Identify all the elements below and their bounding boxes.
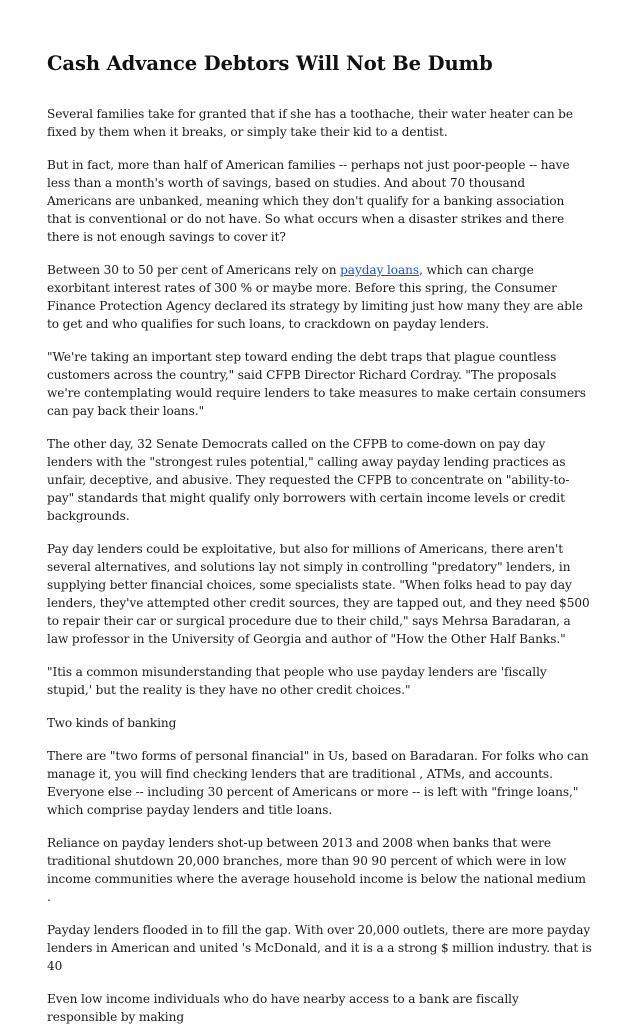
paragraph-10: Payday lenders flooded in to fill the gap. With over 20,000 outlets, there are more payday lenders in American and united 's McDonald, and it is a a strong $ million industry. that is 40 xyxy=(47,923,592,973)
section-heading-two-kinds-of-banking: Two kinds of banking xyxy=(47,716,177,730)
paragraph-9: Reliance on payday lenders shot-up between 2013 and 2008 when banks that were traditional shutdown 20,000 branches, more than 90 90 percent of which were in low income communities where the average household income is below the national medium . xyxy=(47,836,586,904)
paragraph-2: But in fact, more than half of American families -- perhaps not just poor-people -- have less than a month's worth of savings, based on studies. And about 70 thousand Americans are unbanked, meaning which they don't qualify for a banking association that is conventional or do not have. So what occurs when a disaster strikes and there there is not enough savings to cover it? xyxy=(47,158,570,244)
payday-loans-link[interactable]: payday loans xyxy=(340,263,420,277)
paragraph-6: Pay day lenders could be exploitative, but also for millions of Americans, there aren't several alternatives, and solutions lay not simply in controlling "predatory" lenders, in supplying better financial choices, some specialists state. "When folks head to pay day lenders, they've attempted other credit sources, they are tapped out, and they need $500 to repair their car or surgical procedure due to their child," says Mehrsa Baradaran, a law professor in the University of Georgia and author of "How the Other Half Banks." xyxy=(47,542,590,646)
paragraph-4: "We're taking an important step toward ending the debt traps that plague countless customers across the country," said CFPB Director Richard Cordray. "The proposals we're contemplating would require lenders to take measures to make certain consumers can pay back their loans." xyxy=(47,350,586,418)
paragraph-7: "Itis a common misunderstanding that people who use payday lenders are 'fiscally stupid,' but the reality is they have no other credit choices." xyxy=(47,665,547,697)
paragraph-3-text-after: , which can charge exorbitant interest rates of 300 % or maybe more. Before this spring, the Consumer Finance Protection Agency declared its strategy by limiting just how many they are able to get and who qualifies for such loans, to crackdown on payday lenders. xyxy=(47,263,583,331)
paragraph-3 xyxy=(47,261,592,333)
paragraph-5: The other day, 32 Senate Democrats called on the CFPB to come-down on pay day lenders with the "strongest rules potential," calling away payday lending practices as unfair, deceptive, and abusive. They requested the CFPB to concentrate on "ability-to-pay" standards that might qualify only borrowers with certain income levels or credit backgrounds. xyxy=(47,437,570,523)
paragraph-11: Even low income individuals who do have nearby access to a bank are fiscally responsible by making xyxy=(47,992,519,1024)
paragraph-8: There are "two forms of personal financial" in Us, based on Baradaran. For folks who can manage it, you will find checking lenders that are traditional , ATMs, and accounts. Everyone else -- including 30 percent of Americans or more -- is left with "fringe loans," which comprise payday lenders and title loans. xyxy=(47,749,589,817)
paragraph-3-text-before: Between 30 to 50 per cent of Americans rely on xyxy=(47,263,341,277)
paragraph-1: Several families take for granted that if she has a toothache, their water heater can be fixed by them when it breaks, or simply take their kid to a dentist. xyxy=(47,107,573,139)
page-title: Cash Advance Debtors Will Not Be Dumb xyxy=(47,52,493,75)
